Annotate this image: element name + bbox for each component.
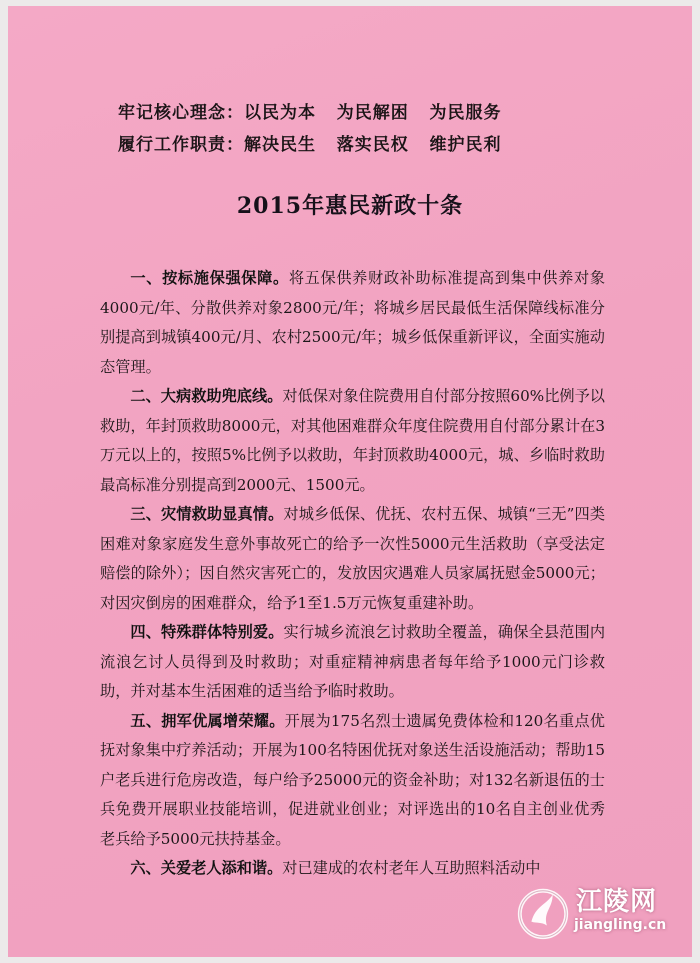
policy-text: 实行城乡流浪乞讨救助全覆盖，确保全县范围内流浪乞讨人员得到及时救助；对重症精神病患者每年给予1000元门诊救助，并对基本生活困难的适当给予临时救助。 [100, 623, 606, 700]
policy-heading: 五、拥军优属增荣耀。 [130, 711, 285, 730]
policy-item-2 [100, 382, 605, 500]
policy-text: 开展为175名烈士遗属免费体检和120名重点优抚对象集中疗养活动；开展为100名特困优抚对象送生活设施活动；帮助15户老兵进行危房改造，每户给予25000元的资金补助；对132名新退伍的士兵免费开展职业技能培训，促进就业创业；对评选出的10名自主创业优秀老兵给予5000元扶持基金。 [100, 711, 605, 848]
watermark-site-name: 江陵网 [576, 887, 658, 917]
watermark-site-url: jiangling.cn [574, 917, 667, 933]
policy-heading: 四、特殊群体特别爱。 [130, 623, 284, 641]
policy-text: 将五保供养财政补助标准提高到集中供养对象4000元/年、分散供养对象2800元/年；将城乡居民最低生活保障线标准分别提高到城镇400元/月、农村2500元/年；城乡低保重新评议，全面实施动态管理。 [100, 269, 606, 376]
document-title: 2015年惠民新政十条 [236, 193, 464, 219]
policy-item-4 [100, 618, 605, 707]
policy-text: 对低保对象住院费用自付部分按照60%比例予以救助，年封顶救助8000元，对其他困难群众年度住院费用自付部分累计在3万元以上的，按照5%比例予以救助，年封顶救助4000元，城、乡临时救助最高标准分别提高到2000元、1500元。 [100, 387, 605, 494]
flame-swirl-logo-icon [514, 883, 572, 941]
policy-item-3 [100, 500, 605, 618]
policy-text: 对已建成的农村老年人互助照料活动中 [282, 859, 541, 877]
motto-line-1: 牢记核心理念：以民为本 为民解困 为民服务 [118, 103, 502, 123]
policy-heading: 一、按标施保强保障。 [130, 269, 289, 287]
motto-line-2: 履行工作职责：解决民生 落实民权 维护民利 [118, 135, 502, 155]
policy-text: 对城乡低保、优抚、农村五保、城镇“三无”四类困难对象家庭发生意外事故死亡的给予一次性5000元生活救助（享受法定赔偿的除外）；因自然灾害死亡的，发放因灾遇难人员家属抚慰金5000元；对因灾倒房的困难群众，给予1至1.5万元恢复重建补助。 [100, 505, 606, 612]
policy-item-5 [100, 707, 605, 855]
document-page [8, 6, 692, 957]
policy-heading: 二、大病救助兜底线。 [130, 387, 283, 405]
policy-heading: 三、灾情救助显真情。 [130, 505, 284, 523]
policy-heading: 六、关爱老人添和谐。 [130, 859, 283, 877]
document-body [100, 264, 605, 884]
policy-item-1 [100, 264, 605, 382]
site-watermark [514, 879, 684, 949]
